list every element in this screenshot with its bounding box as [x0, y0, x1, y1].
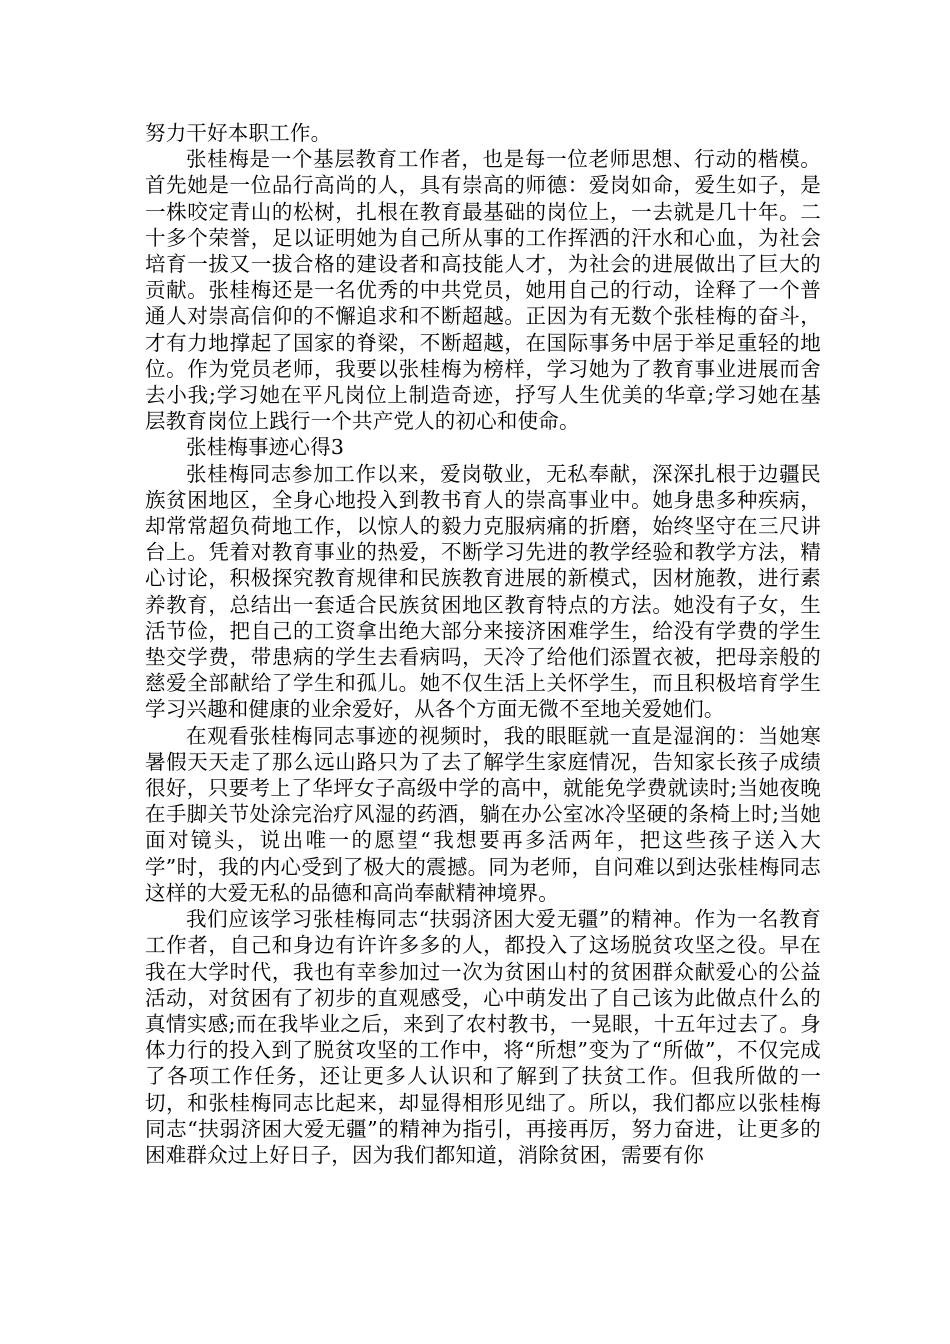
- paragraph-dedication: 张桂梅同志参加工作以来，爱岗敬业，无私奉献，深深扎根于边疆民族贫困地区，全身心地投入到教书育人的崇高事业中。她身患多种疾病，却常常超负荷地工作，以惊人的毅力克服病痛的折磨，始终坚守在三尺讲台上。凭着对教育事业的热爱，不断学习先进的教学经验和教学方法，精心讨论，积极探究教育规律和民族教育进展的新模式，因材施教，进行素养教育，总结出一套适合民族贫困地区教育特点的方法。她没有子女，生活节俭，把自己的工资拿出绝大部分来接济困难学生，给没有学费的学生垫交学费，带患病的学生去看病吗，天冷了给他们添置衣被，把母亲般的慈爱全部献给了学生和孤儿。她不仅生活上关怀学生，而且积极培育学生学习兴趣和健康的业余爱好，从各个方面无微不至地关爱她们。: [145, 461, 821, 722]
- paragraph-video-reflection: 在观看张桂梅同志事迹的视频时，我的眼眶就一直是湿润的：当她寒暑假天天走了那么远山路只为了去了解学生家庭情况，告知家长孩子成绩很好，只要考上了华坪女子高级中学的高中，就能免学费就读时;当她夜晚在手脚关节处涂完治疗风湿的药酒，躺在办公室冰冷坚硬的条椅上时;当她面对镜头，说出唯一的愿望“我想要再多活两年，把这些孩子送入大学”时，我的内心受到了极大的震撼。同为老师，自问难以到达张桂梅同志这样的大爱无私的品德和高尚奉献精神境界。: [145, 723, 821, 905]
- paragraph-role-model: 张桂梅是一个基层教育工作者，也是每一位老师思想、行动的楷模。首先她是一位品行高尚的人，具有崇高的师德：爱岗如命，爱生如子，是一株咬定青山的松树，扎根在教育最基础的岗位上，一去就是几十年。二十多个荣誉，足以证明她为自己所从事的工作挥洒的汗水和心血，为社会培育一拔又一拔合格的建设者和高技能人才，为社会的进展做出了巨大的贡献。张桂梅还是一名优秀的中共党员，她用自己的行动，诠释了一个普通人对崇高信仰的不懈追求和不断超越。正因为有无数个张桂梅的奋斗，才有力地撑起了国家的脊梁，不断超越，在国际事务中居于举足重轻的地位。作为党员老师，我要以张桂梅为榜样，学习她为了教育事业进展而舍去小我;学习她在平凡岗位上制造奇迹，抒写人生优美的华章;学习她在基层教育岗位上践行一个共产党人的初心和使命。: [145, 147, 821, 434]
- paragraph-continuation: 努力干好本职工作。: [145, 121, 332, 145]
- document-page: [145, 120, 821, 1168]
- paragraph-poverty-alleviation: 我们应该学习张桂梅同志“扶弱济困大爱无疆”的精神。作为一名教育工作者，自己和身边有许许多多的人，都投入了这场脱贫攻坚之役。早在我在大学时代，我也有幸参加过一次为贫困山村的贫困群众献爱心的公益活动，对贫困有了初步的直观感受，心中萌发出了自己该为此做点什么的真情实感;而在我毕业之后，来到了农村教书，一晃眼，十五年过去了。身体力行的投入到了脱贫攻坚的工作中，将“所想”变为了“所做”，不仅完成了各项工作任务，还让更多人认识和了解到了扶贫工作。但我所做的一切，和张桂梅同志比起来，却显得相形见绌了。所以，我们都应以张桂梅同志“扶弱济困大爱无疆”的精神为指引，再接再厉，努力奋进，让更多的困难群众过上好日子，因为我们都知道，消除贫困，需要有你: [145, 907, 821, 1167]
- section-heading: 张桂梅事迹心得3: [186, 435, 345, 460]
